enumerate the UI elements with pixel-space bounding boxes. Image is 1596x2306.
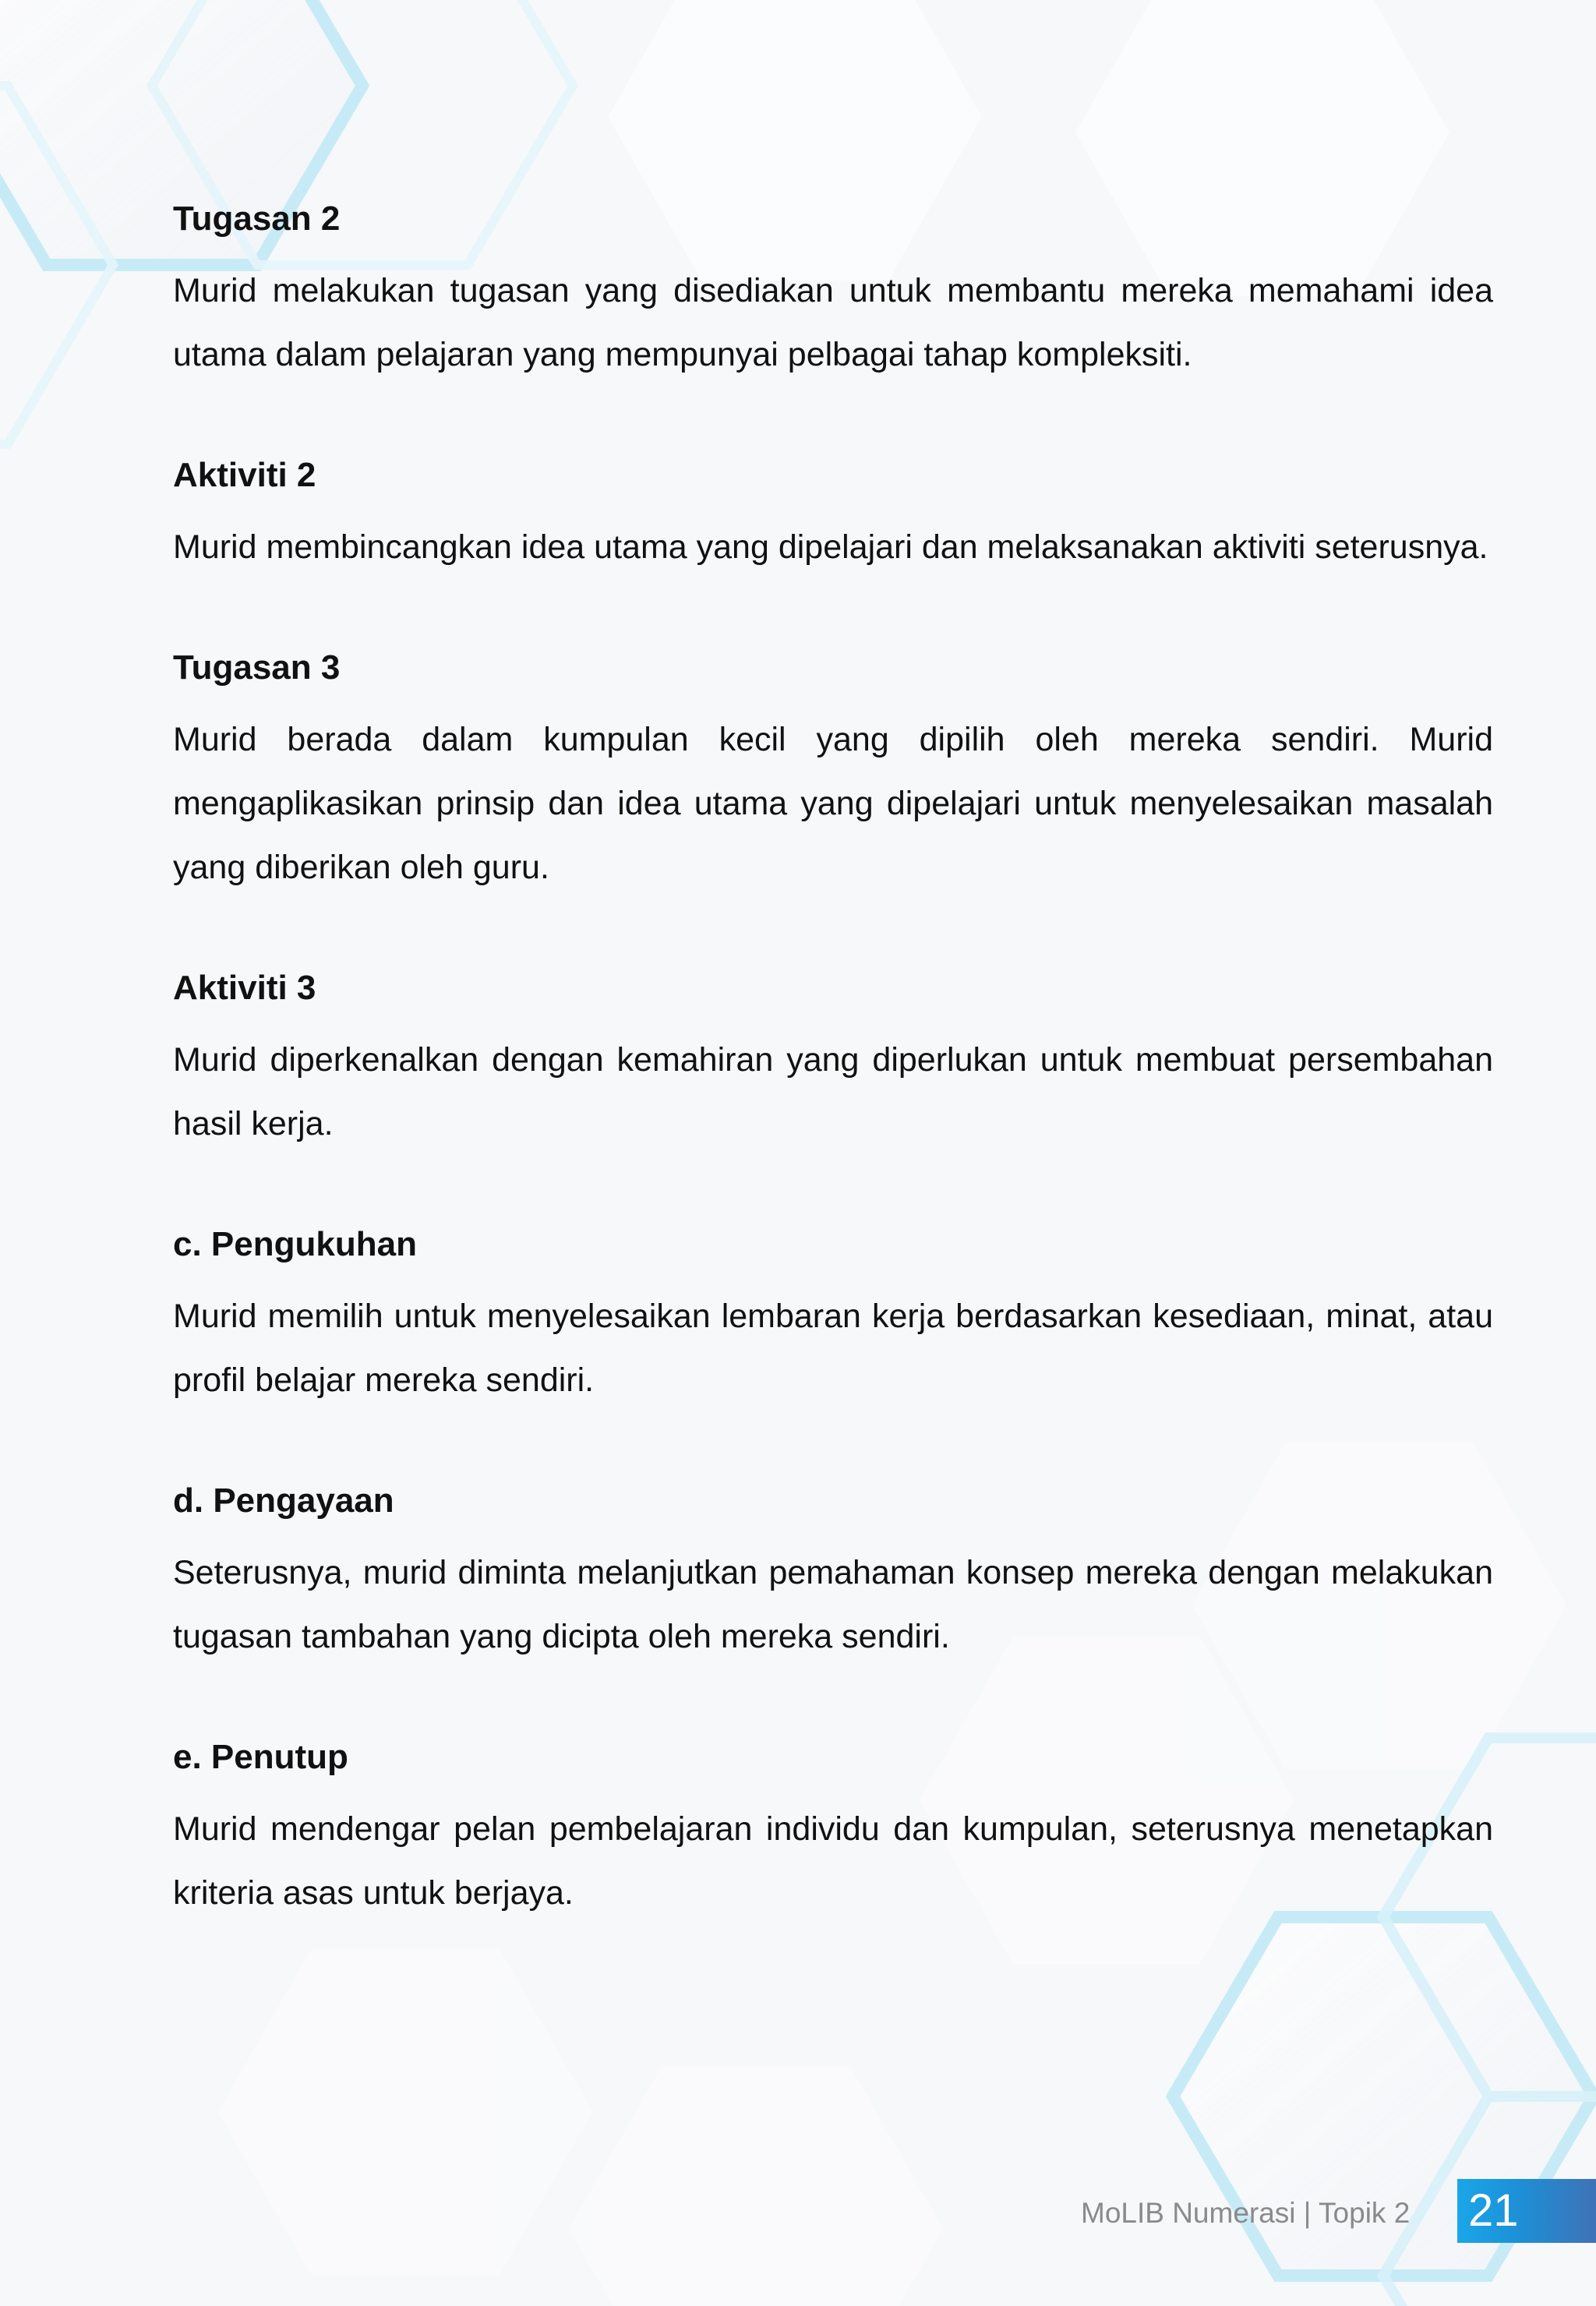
page-number: 21 <box>1468 2185 1519 2236</box>
section-paragraph: Murid melakukan tugasan yang disediakan untuk membantu mereka memahami idea utama dalam pelajaran yang mempunyai pelbagai tahap kompleksiti. <box>173 272 1493 373</box>
section-tugasan-3 <box>173 644 1493 899</box>
section-heading: c. Pengukuhan <box>173 1225 417 1263</box>
section-paragraph: Murid mendengar pelan pembelajaran individu dan kumpulan, seterusnya menetapkan kriteria asas untuk berjaya. <box>173 1810 1493 1912</box>
section-paragraph: Murid berada dalam kumpulan kecil yang dipilih oleh mereka sendiri. Murid mengaplikasikan prinsip dan idea utama yang dipelajari untuk menyelesaikan masalah yang diberikan oleh guru. <box>173 721 1493 886</box>
section-aktiviti-3 <box>173 964 1493 1156</box>
section-heading: Tugasan 2 <box>173 200 341 238</box>
section-heading: e. Penutup <box>173 1738 348 1776</box>
section-paragraph: Murid memilih untuk menyelesaikan lembaran kerja berdasarkan kesediaan, minat, atau profil belajar mereka sendiri. <box>173 1298 1493 1399</box>
section-pengayaan <box>173 1477 1493 1669</box>
section-paragraph: Seterusnya, murid diminta melanjutkan pemahaman konsep mereka dengan melakukan tugasan tambahan yang dicipta oleh mereka sendiri. <box>173 1554 1493 1655</box>
section-pengukuhan <box>173 1220 1493 1412</box>
section-heading: d. Pengayaan <box>173 1481 394 1520</box>
section-aktiviti-2 <box>173 451 1493 579</box>
section-heading: Aktiviti 3 <box>173 969 316 1007</box>
section-heading: Tugasan 3 <box>173 648 341 687</box>
section-penutup <box>173 1733 1493 1925</box>
section-tugasan-2 <box>173 195 1493 387</box>
section-paragraph: Murid membincangkan idea utama yang dipelajari dan melaksanakan aktiviti seterusnya. <box>173 528 1488 566</box>
section-paragraph: Murid diperkenalkan dengan kemahiran yang diperlukan untuk membuat persembahan hasil kerja. <box>173 1041 1493 1142</box>
section-heading: Aktiviti 2 <box>173 456 316 494</box>
page-number-box <box>1457 2179 1596 2243</box>
document-body <box>173 195 1493 1990</box>
footer-label: MoLIB Numerasi | Topik 2 <box>1081 2197 1411 2229</box>
